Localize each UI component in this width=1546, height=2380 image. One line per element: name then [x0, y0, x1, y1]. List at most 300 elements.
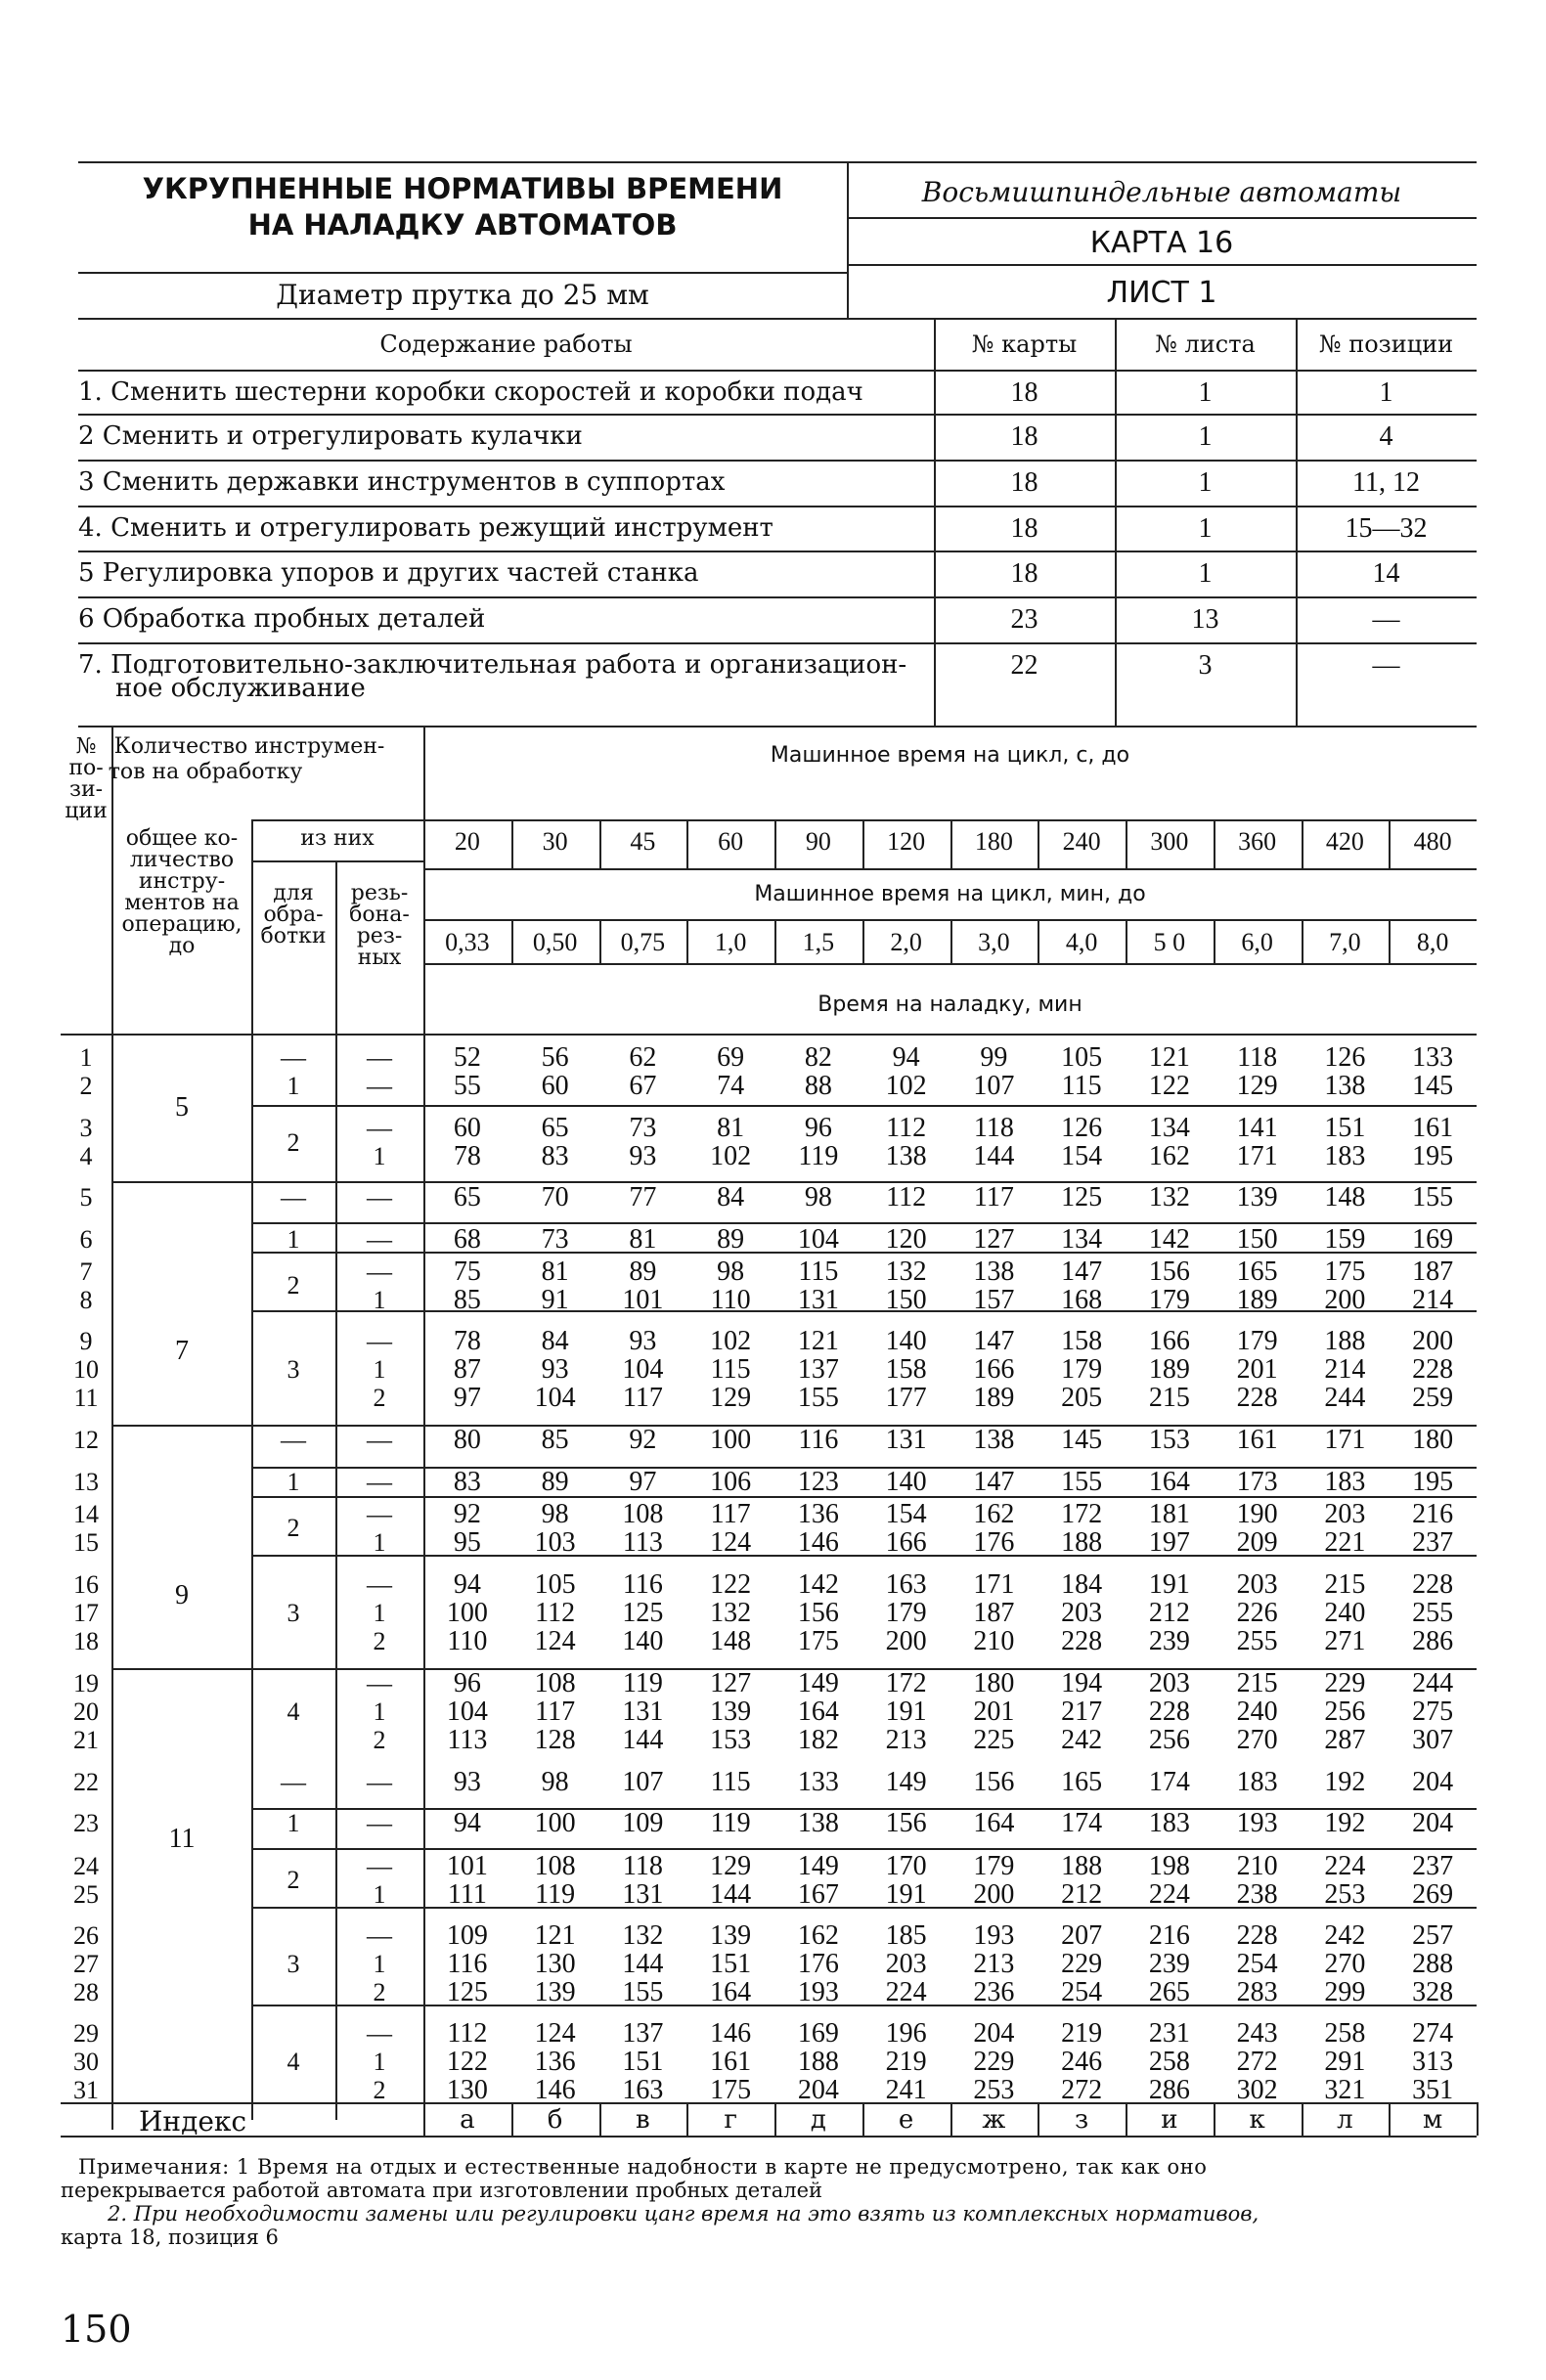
position-number: 5 [79, 1183, 93, 1212]
work-row-card: 18 [1010, 467, 1038, 498]
threading-tools: — [367, 1114, 392, 1142]
setup-time-cell: 100 [710, 1425, 752, 1455]
position-number: 28 [73, 1978, 99, 2006]
setup-time-cell: 164 [797, 1697, 839, 1727]
minutes-tick: 6,0 [1241, 928, 1273, 956]
processing-tools: 1 [287, 1225, 300, 1254]
setup-time-cell: 102 [710, 1326, 752, 1356]
setup-time-cell: 82 [804, 1042, 832, 1073]
processing-tools: — [281, 1043, 306, 1072]
setup-time-cell: 190 [1236, 1499, 1278, 1529]
setup-time-cell: 200 [1324, 1285, 1366, 1315]
rule [251, 1467, 1477, 1469]
setup-time-cell: 196 [885, 2018, 927, 2049]
setup-time-cell: 203 [885, 1949, 927, 1979]
setup-time-cell: 81 [629, 1224, 657, 1255]
setup-time-cell: 100 [534, 1808, 576, 1838]
rule [1214, 919, 1215, 963]
setup-time-cell: 286 [1148, 2075, 1190, 2105]
minutes-tick: 4,0 [1065, 928, 1098, 956]
work-row-text: 4. Сменить и отрегулировать режущий инструмент [78, 513, 773, 543]
work-row-sheet: 1 [1198, 467, 1213, 498]
setup-time-cell: 236 [973, 1977, 1015, 2007]
seconds-tick: 60 [718, 827, 744, 856]
rule [423, 868, 1477, 870]
rule [251, 1496, 1477, 1498]
setup-time-cell: 104 [797, 1224, 839, 1255]
setup-time-cell: 161 [1236, 1425, 1278, 1455]
threading-tools: — [367, 1426, 392, 1454]
setup-time-cell: 124 [534, 2018, 576, 2049]
processing-tools-merged: 2 [287, 1866, 300, 1894]
setup-time-cell: 107 [973, 1071, 1015, 1101]
rule [511, 819, 513, 868]
setup-time-cell: 102 [885, 1071, 927, 1101]
index-label: Индекс [139, 2105, 247, 2138]
minutes-tick: 8,0 [1416, 928, 1449, 956]
setup-time-cell: 137 [622, 2018, 664, 2049]
rule [78, 551, 1477, 552]
threading-tools: — [367, 1043, 392, 1072]
setup-time-cell: 200 [885, 1626, 927, 1656]
setup-time-cell: 68 [453, 1224, 481, 1255]
setup-time-cell: 210 [973, 1626, 1015, 1656]
position-number: 8 [79, 1286, 93, 1314]
rule [251, 1105, 1477, 1107]
setup-time-cell: 148 [710, 1626, 752, 1656]
setup-time-cell: 168 [1061, 1285, 1103, 1315]
setup-time-cell: 174 [1061, 1808, 1103, 1838]
setup-time-cell: 136 [534, 2047, 576, 2077]
setup-time-cell: 239 [1148, 1626, 1190, 1656]
setup-time-cell: 154 [1061, 1141, 1103, 1171]
setup-time-cell: 228 [1148, 1697, 1190, 1727]
setup-time-cell: 189 [973, 1383, 1015, 1413]
work-row-sheet: 3 [1198, 650, 1213, 681]
rule [1389, 819, 1391, 868]
position-number: 17 [73, 1599, 99, 1627]
setup-time-cell: 153 [710, 1725, 752, 1755]
setup-time-cell: 191 [885, 1697, 927, 1727]
setup-time-cell: 259 [1412, 1383, 1454, 1413]
setup-time-cell: 145 [1061, 1425, 1103, 1455]
index-letter: м [1423, 2105, 1443, 2135]
setup-time-cell: 203 [1236, 1569, 1278, 1600]
threading-tools: 1 [373, 1950, 386, 1978]
setup-time-cell: 116 [622, 1569, 663, 1600]
setup-time-cell: 130 [534, 1949, 576, 1979]
rule [862, 2102, 864, 2136]
seconds-tick: 120 [887, 827, 926, 856]
header-total-tools: общее ко- [125, 826, 239, 851]
threading-tools: — [367, 1809, 392, 1837]
setup-time-cell: 94 [453, 1808, 481, 1838]
setup-time-cell: 165 [1236, 1256, 1278, 1287]
setup-time-cell: 171 [1236, 1141, 1278, 1171]
setup-time-cell: 165 [1061, 1767, 1103, 1797]
bar-diameter: Диаметр прутка до 25 мм [276, 279, 649, 311]
setup-time-cell: 146 [534, 2075, 576, 2105]
setup-time-cell: 65 [453, 1182, 481, 1212]
setup-time-cell: 118 [973, 1113, 1014, 1143]
rule [1389, 919, 1391, 963]
setup-time-cell: 188 [1061, 1527, 1103, 1558]
setup-time-cell: 204 [1412, 1767, 1454, 1797]
position-number: 26 [73, 1921, 99, 1950]
setup-time-cell: 191 [885, 1879, 927, 1910]
setup-time-cell: 161 [1412, 1113, 1454, 1143]
threading-tools: 2 [373, 1978, 386, 2006]
setup-time-cell: 257 [1412, 1920, 1454, 1951]
setup-time-cell: 117 [622, 1383, 663, 1413]
seconds-tick: 90 [805, 827, 831, 856]
setup-time-cell: 254 [1236, 1949, 1278, 1979]
setup-time-cell: 144 [710, 1879, 752, 1910]
threading-tools: — [367, 1327, 392, 1355]
work-row-position: 11, 12 [1352, 467, 1420, 498]
setup-time-cell: 213 [885, 1725, 927, 1755]
work-row-sheet: 1 [1198, 558, 1213, 589]
setup-time-cell: 110 [447, 1626, 488, 1656]
setup-time-cell: 240 [1236, 1697, 1278, 1727]
setup-time-cell: 141 [1236, 1113, 1278, 1143]
setup-time-cell: 215 [1148, 1383, 1190, 1413]
setup-time-cell: 123 [797, 1467, 839, 1497]
setup-time-cell: 130 [446, 2075, 488, 2105]
setup-time-cell: 246 [1061, 2047, 1103, 2077]
rule [61, 2136, 1477, 2138]
setup-time-cell: 213 [973, 1949, 1015, 1979]
rule [251, 1808, 1477, 1810]
setup-time-cell: 192 [1324, 1808, 1366, 1838]
header-sheet-no: № листа [1155, 331, 1256, 358]
setup-time-cell: 96 [453, 1668, 481, 1698]
work-row-text: 5 Регулировка упоров и других частей станка [78, 558, 699, 588]
setup-time-cell: 113 [622, 1527, 663, 1558]
setup-time-cell: 207 [1061, 1920, 1103, 1951]
setup-time-cell: 156 [973, 1767, 1015, 1797]
work-row-text-continued: ное обслуживание [115, 674, 366, 703]
setup-time-cell: 183 [1148, 1808, 1190, 1838]
setup-time-cell: 219 [1061, 2018, 1103, 2049]
setup-time-cell: 65 [541, 1113, 569, 1143]
setup-time-cell: 138 [973, 1256, 1015, 1287]
setup-time-cell: 274 [1412, 2018, 1454, 2049]
setup-time-cell: 238 [1236, 1879, 1278, 1910]
seconds-tick: 240 [1062, 827, 1101, 856]
setup-time-cell: 169 [1412, 1224, 1454, 1255]
setup-time-cell: 134 [1148, 1113, 1190, 1143]
setup-time-cell: 270 [1236, 1725, 1278, 1755]
setup-time-cell: 151 [710, 1949, 752, 1979]
setup-time-cell: 112 [447, 2018, 488, 2049]
setup-time-cell: 255 [1236, 1626, 1278, 1656]
threading-tools: — [367, 1072, 392, 1100]
setup-time-cell: 229 [1324, 1668, 1366, 1698]
setup-time-cell: 299 [1324, 1977, 1366, 2007]
seconds-tick: 20 [454, 827, 480, 856]
setup-time-cell: 212 [1061, 1879, 1103, 1910]
setup-time-cell: 98 [541, 1767, 569, 1797]
setup-time-cell: 313 [1412, 2047, 1454, 2077]
header-of-them: из них [300, 826, 375, 851]
position-number: 22 [73, 1768, 99, 1796]
processing-tools-merged: 3 [287, 1355, 300, 1384]
processing-tools-merged: 2 [287, 1514, 300, 1542]
setup-time-cell: 150 [885, 1285, 927, 1315]
setup-time-cell: 60 [453, 1113, 481, 1143]
processing-tools-merged: 4 [287, 2048, 300, 2076]
processing-tools: 1 [287, 1468, 300, 1496]
setup-time-cell: 104 [534, 1383, 576, 1413]
setup-time-cell: 109 [446, 1920, 488, 1951]
setup-time-cell: 174 [1148, 1767, 1190, 1797]
setup-time-cell: 83 [541, 1141, 569, 1171]
setup-time-cell: 180 [1412, 1425, 1454, 1455]
setup-time-cell: 176 [797, 1949, 839, 1979]
header-processing: для [273, 881, 314, 905]
setup-time-cell: 138 [1324, 1071, 1366, 1101]
setup-time-cell: 78 [453, 1141, 481, 1171]
setup-time-cell: 205 [1061, 1383, 1103, 1413]
setup-time-cell: 272 [1061, 2075, 1103, 2105]
setup-time-cell: 92 [453, 1499, 481, 1529]
setup-time-cell: 139 [710, 1697, 752, 1727]
position-number: 11 [73, 1384, 99, 1412]
setup-time-cell: 118 [1237, 1042, 1278, 1073]
setup-time-cell: 302 [1236, 2075, 1278, 2105]
header-card-no: № карты [971, 331, 1078, 358]
setup-time-cell: 84 [541, 1326, 569, 1356]
setup-time-cell: 179 [1236, 1326, 1278, 1356]
setup-time-cell: 129 [710, 1851, 752, 1881]
rule [1214, 2102, 1215, 2136]
setup-time-cell: 161 [710, 2047, 752, 2077]
seconds-tick: 180 [974, 827, 1013, 856]
setup-time-cell: 119 [798, 1141, 839, 1171]
setup-time-cell: 89 [717, 1224, 745, 1255]
setup-time-cell: 193 [797, 1977, 839, 2007]
setup-time-cell: 164 [1148, 1467, 1190, 1497]
setup-time-cell: 254 [1061, 1977, 1103, 2007]
rule [1389, 2102, 1391, 2136]
rule [1302, 819, 1303, 868]
rule [511, 919, 513, 963]
setup-time-cell: 156 [885, 1808, 927, 1838]
position-number: 13 [73, 1468, 99, 1496]
minutes-tick: 2,0 [890, 928, 922, 956]
setup-time-cell: 193 [1236, 1808, 1278, 1838]
header-total-tools: инстру- [138, 869, 226, 894]
position-number: 31 [73, 2076, 99, 2104]
threading-tools: — [367, 1669, 392, 1697]
setup-time-cell: 203 [1061, 1598, 1103, 1628]
setup-time-cell: 117 [710, 1499, 751, 1529]
setup-time-cell: 97 [629, 1467, 657, 1497]
processing-tools-merged: 3 [287, 1950, 300, 1978]
setup-time-cell: 138 [973, 1425, 1015, 1455]
setup-time-cell: 104 [446, 1697, 488, 1727]
index-letter: в [636, 2105, 650, 2135]
position-number: 3 [79, 1114, 93, 1142]
rule [599, 919, 601, 963]
setup-time-cell: 286 [1412, 1626, 1454, 1656]
rule [950, 819, 952, 868]
rule [78, 642, 1477, 644]
setup-time-cell: 131 [622, 1697, 664, 1727]
setup-time-cell: 179 [1148, 1285, 1190, 1315]
setup-time-cell: 146 [797, 1527, 839, 1558]
setup-time-cell: 225 [973, 1725, 1015, 1755]
title-line-1: УКРУПНЕННЫЕ НОРМАТИВЫ ВРЕМЕНИ [142, 172, 783, 205]
index-letter: е [898, 2105, 914, 2135]
position-number: 14 [73, 1500, 99, 1528]
setup-time-cell: 167 [797, 1879, 839, 1910]
rule [862, 919, 864, 963]
rule [251, 1222, 1477, 1224]
setup-time-cell: 85 [453, 1285, 481, 1315]
setup-time-cell: 145 [1412, 1071, 1454, 1101]
setup-time-cell: 122 [446, 2047, 488, 2077]
setup-time-cell: 144 [622, 1949, 664, 1979]
setup-time-cell: 215 [1324, 1569, 1366, 1600]
setup-time-cell: 253 [1324, 1879, 1366, 1910]
rule [251, 819, 423, 821]
position-number: 12 [73, 1426, 99, 1454]
work-row-position: — [1372, 604, 1400, 635]
setup-time-cell: 158 [885, 1354, 927, 1385]
minutes-tick: 0,50 [532, 928, 578, 956]
setup-time-cell: 132 [885, 1256, 927, 1287]
setup-time-cell: 256 [1148, 1725, 1190, 1755]
setup-time-cell: 133 [797, 1767, 839, 1797]
setup-time-cell: 166 [973, 1354, 1015, 1385]
processing-tools: — [281, 1768, 306, 1796]
setup-time-cell: 185 [885, 1920, 927, 1951]
threading-tools: — [367, 1921, 392, 1950]
position-number: 9 [79, 1327, 93, 1355]
sheet-number: ЛИСТ 1 [1106, 276, 1217, 310]
setup-time-cell: 118 [622, 1851, 663, 1881]
rule [1126, 2102, 1127, 2136]
setup-time-cell: 291 [1324, 2047, 1366, 2077]
minutes-tick: 5 0 [1153, 928, 1186, 956]
setup-time-cell: 164 [973, 1808, 1015, 1838]
position-number: 30 [73, 2048, 99, 2076]
setup-time-cell: 200 [973, 1879, 1015, 1910]
threading-tools: 1 [373, 1355, 386, 1384]
setup-time-cell: 244 [1412, 1668, 1454, 1698]
header-work-content: Содержание работы [379, 331, 633, 358]
threading-tools: 2 [373, 1627, 386, 1655]
setup-time-cell: 70 [541, 1182, 569, 1212]
setup-time-cell: 258 [1324, 2018, 1366, 2049]
setup-time-cell: 133 [1412, 1042, 1454, 1073]
setup-time-cell: 271 [1324, 1626, 1366, 1656]
setup-time-cell: 55 [453, 1071, 481, 1101]
position-number: 25 [73, 1880, 99, 1909]
work-row-card: 22 [1010, 650, 1038, 681]
header-position-label: по- [68, 756, 104, 780]
position-number: 1 [79, 1043, 93, 1072]
setup-time-cell: 270 [1324, 1949, 1366, 1979]
rule [1477, 2102, 1479, 2136]
setup-time-cell: 127 [710, 1668, 752, 1698]
position-number: 18 [73, 1627, 99, 1655]
setup-time-cell: 215 [1236, 1668, 1278, 1698]
setup-time-cell: 138 [797, 1808, 839, 1838]
setup-time-cell: 265 [1148, 1977, 1190, 2007]
setup-time-cell: 172 [885, 1668, 927, 1698]
setup-time-cell: 115 [710, 1767, 751, 1797]
setup-time-cell: 140 [885, 1326, 927, 1356]
minutes-tick: 1,0 [714, 928, 747, 956]
setup-time-cell: 147 [973, 1467, 1015, 1497]
setup-time-cell: 80 [453, 1425, 481, 1455]
rule [686, 819, 688, 868]
threading-tools: 2 [373, 1384, 386, 1412]
setup-time-cell: 181 [1148, 1499, 1190, 1529]
setup-time-cell: 67 [629, 1071, 657, 1101]
minutes-tick: 0,33 [445, 928, 490, 956]
setup-time-cell: 144 [622, 1725, 664, 1755]
processing-tools: 1 [287, 1072, 300, 1100]
setup-time-cell: 89 [629, 1256, 657, 1287]
header-threading: рез- [356, 924, 403, 948]
setup-time-cell: 184 [1061, 1569, 1103, 1600]
setup-time-cell: 171 [973, 1569, 1015, 1600]
setup-time-cell: 155 [622, 1977, 664, 2007]
rule [1126, 919, 1127, 963]
setup-time-cell: 119 [622, 1668, 663, 1698]
minutes-tick: 3,0 [978, 928, 1010, 956]
setup-time-cell: 108 [534, 1668, 576, 1698]
rule [1038, 919, 1039, 963]
setup-time-cell: 156 [797, 1598, 839, 1628]
setup-time-cell: 153 [1148, 1425, 1190, 1455]
setup-time-cell: 188 [797, 2047, 839, 2077]
setup-time-cell: 237 [1412, 1527, 1454, 1558]
setup-time-cell: 204 [1412, 1808, 1454, 1838]
setup-time-cell: 122 [1148, 1071, 1190, 1101]
work-row-position: 14 [1372, 558, 1400, 589]
setup-time-cell: 98 [717, 1256, 745, 1287]
index-letter: к [1249, 2105, 1265, 2135]
rule [511, 2102, 513, 2136]
setup-time-cell: 81 [541, 1256, 569, 1287]
threading-tools: 1 [373, 1880, 386, 1909]
setup-time-cell: 198 [1148, 1851, 1190, 1881]
header-machine-time-minutes: Машинное время на цикл, мин, до [754, 882, 1146, 906]
rule [686, 2102, 688, 2136]
rule [251, 819, 253, 2120]
setup-time-cell: 139 [534, 1977, 576, 2007]
setup-time-cell: 175 [710, 2075, 752, 2105]
setup-time-cell: 99 [980, 1042, 1008, 1073]
setup-time-cell: 126 [1061, 1113, 1103, 1143]
work-row-position: 15—32 [1345, 513, 1428, 544]
setup-time-cell: 216 [1412, 1499, 1454, 1529]
setup-time-cell: 140 [622, 1626, 664, 1656]
setup-time-cell: 219 [885, 2047, 927, 2077]
setup-time-cell: 231 [1148, 2018, 1190, 2049]
setup-time-cell: 119 [535, 1879, 576, 1910]
setup-time-cell: 115 [1061, 1071, 1102, 1101]
header-setup-time: Время на наладку, мин [817, 992, 1082, 1017]
setup-time-cell: 210 [1236, 1851, 1278, 1881]
setup-time-cell: 125 [446, 1977, 488, 2007]
setup-time-cell: 194 [1061, 1668, 1103, 1698]
